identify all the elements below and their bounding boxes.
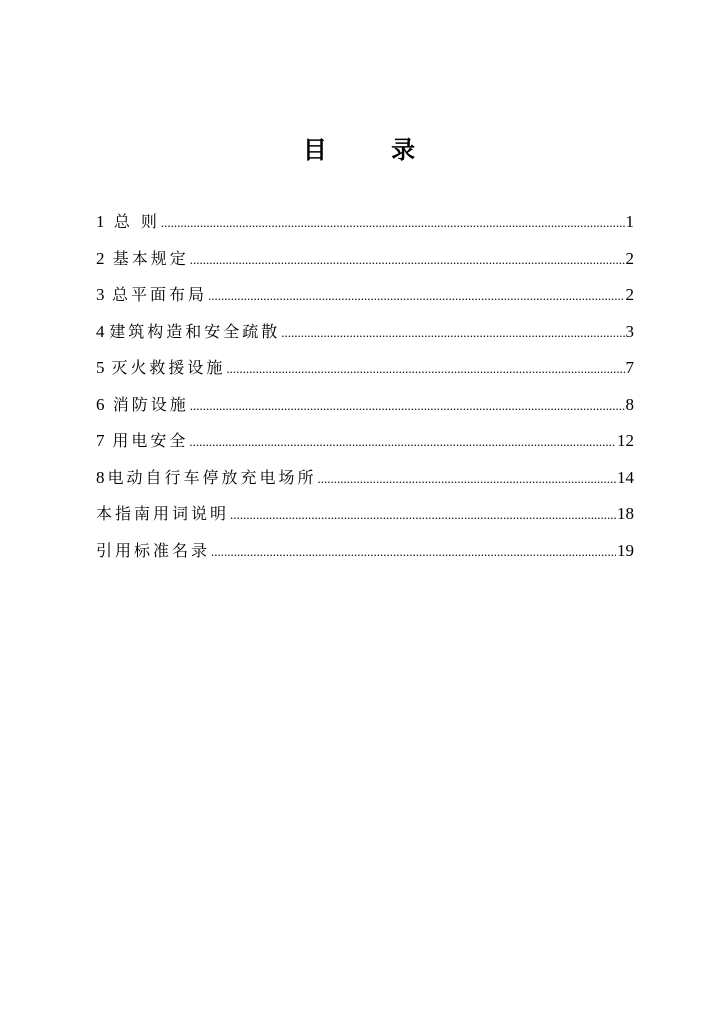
toc-entry-number: 1 <box>96 212 105 231</box>
table-of-contents <box>96 207 634 572</box>
toc-entry-number: 3 <box>96 285 105 304</box>
toc-dot-leader <box>189 427 616 457</box>
toc-dot-leader <box>208 281 624 311</box>
toc-entry[interactable] <box>96 426 634 463</box>
toc-entry[interactable] <box>96 353 634 390</box>
toc-entry-page: 2 <box>625 248 634 268</box>
toc-dot-leader <box>161 208 625 238</box>
toc-entry-number: 5 <box>96 358 105 377</box>
toc-entry[interactable] <box>96 499 634 536</box>
toc-entry[interactable] <box>96 390 634 427</box>
toc-entry-page: 2 <box>625 285 634 304</box>
toc-entry-page: 12 <box>617 431 634 450</box>
toc-entry-title: 灭火救援设施 <box>111 358 226 377</box>
toc-title: 目 录 <box>302 135 444 164</box>
toc-dot-leader <box>190 391 625 421</box>
toc-entry[interactable] <box>96 244 634 281</box>
toc-dot-leader <box>230 500 616 530</box>
toc-entry-title: 本指南用词说明 <box>96 504 230 523</box>
toc-entry-page: 1 <box>625 212 634 231</box>
toc-entry-title: 引用标准名录 <box>96 540 211 560</box>
toc-entry-page: 8 <box>625 394 634 414</box>
toc-entry-title: 总 则 <box>113 212 160 231</box>
toc-entry-title: 基本规定 <box>112 248 189 268</box>
toc-entry-title: 消防设施 <box>112 394 189 414</box>
toc-dot-leader <box>318 464 617 494</box>
toc-entry[interactable] <box>96 536 634 573</box>
toc-entry-number: 2 <box>96 248 105 268</box>
toc-entry-title: 电动自行车停放充电场所 <box>107 467 317 487</box>
toc-entry-number: 6 <box>96 394 105 414</box>
toc-entry-page: 14 <box>617 467 634 487</box>
toc-entry[interactable] <box>96 317 634 354</box>
toc-entry-title: 用电安全 <box>112 431 189 450</box>
toc-entry-title: 建筑构造和安全疏散 <box>109 321 281 341</box>
toc-entry-page: 18 <box>617 504 634 523</box>
toc-entry-number: 4 <box>96 321 105 341</box>
toc-entry-page: 7 <box>625 358 634 377</box>
toc-dot-leader <box>190 245 625 275</box>
toc-entry-title: 总平面布局 <box>112 285 208 304</box>
toc-dot-leader <box>226 354 624 384</box>
toc-dot-leader <box>281 318 624 348</box>
toc-entry[interactable] <box>96 463 634 500</box>
toc-entry-page: 3 <box>625 321 634 341</box>
toc-dot-leader <box>211 537 616 567</box>
toc-entry-page: 19 <box>617 540 634 560</box>
toc-entry[interactable] <box>96 280 634 317</box>
toc-entry[interactable] <box>96 207 634 244</box>
toc-entry-number: 7 <box>96 431 105 450</box>
toc-entry-number: 8 <box>96 467 105 487</box>
